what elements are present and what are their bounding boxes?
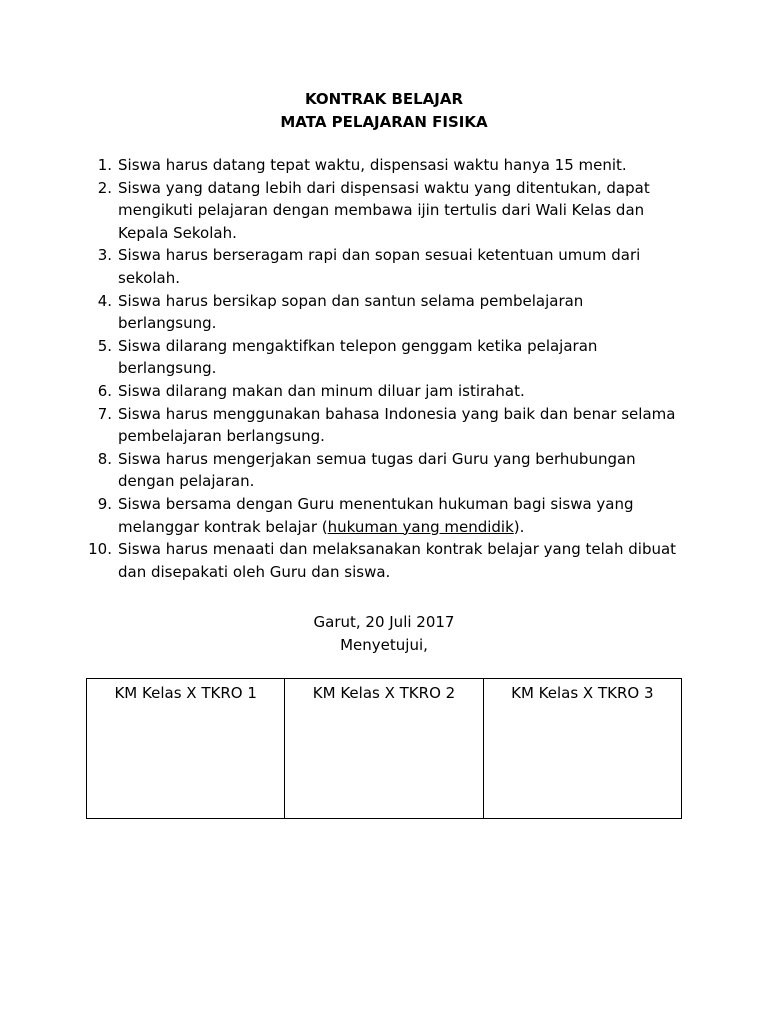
place-date: Garut, 20 Juli 2017 — [313, 613, 455, 631]
rule-text: Siswa yang datang lebih dari dispensasi waktu yang ditentukan, dapat mengikuti pelajaran dengan membawa ijin tertulis dari Wali Kelas dan Kepala Sekolah. — [118, 178, 650, 242]
signature-cell-3: KM Kelas X TKRO 3 — [483, 679, 681, 819]
rule-item — [80, 448, 680, 493]
rule-number: 4. — [97, 291, 112, 310]
rule-number: 7. — [97, 404, 112, 423]
document-title — [0, 88, 768, 134]
rule-number: 6. — [97, 381, 112, 400]
rule-item — [80, 403, 680, 448]
rule-text: Siswa harus menaati dan melaksanakan kontrak belajar yang telah dibuat dan disepakati oleh Guru dan siswa. — [118, 540, 677, 581]
rule-number: 9. — [97, 494, 112, 513]
title-line-2: MATA PELAJARAN FISIKA — [280, 113, 488, 131]
rule-text-after: ). — [513, 517, 525, 536]
rule-item — [80, 290, 680, 335]
rule-item — [80, 154, 680, 177]
rule-text: Siswa dilarang makan dan minum diluar jam istirahat. — [118, 381, 525, 400]
rule-text: Siswa harus mengerjakan semua tugas dari Guru yang berhubungan dengan pelajaran. — [118, 449, 636, 491]
rule-text: Siswa harus berseragam rapi dan sopan sesuai ketentuan umum dari sekolah. — [118, 246, 641, 287]
rule-text: Siswa dilarang mengaktifkan telepon genggam ketika pelajaran berlangsung. — [118, 336, 598, 378]
approval-label: Menyetujui, — [340, 636, 428, 654]
rule-number: 3. — [97, 246, 112, 265]
rules-list — [80, 154, 680, 583]
rule-item — [80, 335, 680, 380]
rule-text: Siswa harus bersikap sopan dan santun selama pembelajaran berlangsung. — [118, 291, 584, 333]
signature-row — [87, 679, 682, 819]
signature-cell-1: KM Kelas X TKRO 1 — [87, 679, 285, 819]
rule-text: Siswa harus datang tepat waktu, dispensasi waktu hanya 15 menit. — [118, 156, 627, 174]
rule-text-underlined: hukuman yang mendidik — [327, 517, 514, 536]
signature-table — [86, 678, 682, 819]
signature-cell-2: KM Kelas X TKRO 2 — [285, 679, 483, 819]
rule-text: Siswa harus menggunakan bahasa Indonesia yang baik dan benar selama pembelajaran berlangsung. — [118, 404, 676, 446]
rule-number: 10. — [88, 540, 112, 559]
rule-text — [118, 495, 634, 536]
rule-number: 2. — [97, 178, 112, 197]
rule-item — [80, 493, 680, 538]
rule-item — [80, 177, 680, 245]
rule-item — [80, 244, 680, 289]
title-line-1: KONTRAK BELAJAR — [304, 90, 464, 108]
rule-number: 1. — [97, 156, 112, 174]
signoff-block — [0, 611, 768, 657]
rule-number: 8. — [97, 449, 112, 468]
rule-item — [80, 538, 680, 583]
rule-text-before: Siswa bersama dengan Guru menentukan hukuman bagi siswa yang melanggar kontrak belajar ( — [118, 494, 634, 536]
rule-item — [80, 380, 680, 403]
rule-number: 5. — [97, 336, 112, 355]
